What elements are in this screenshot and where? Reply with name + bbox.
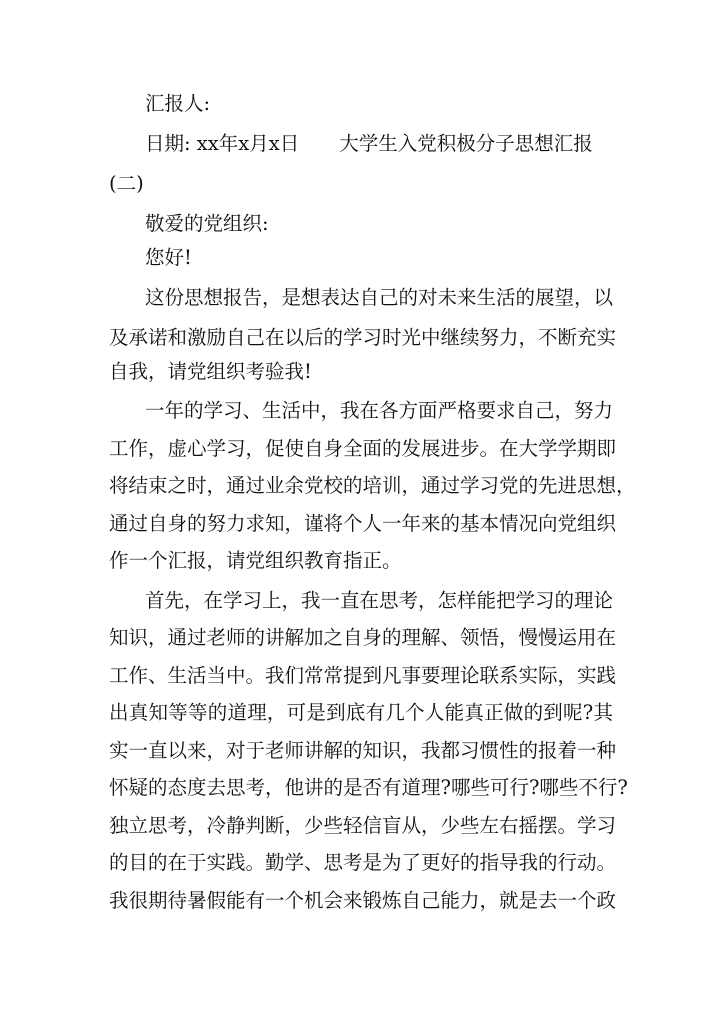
reporter-label: 汇报人: bbox=[145, 92, 211, 115]
salutation: 敬爱的党组织: bbox=[145, 212, 269, 235]
reporter-line bbox=[145, 92, 613, 116]
paragraph-line: 我很期待暑假能有一个机会来锻炼自己能力，就是去一个政 bbox=[109, 889, 617, 912]
paragraph-line: 怀疑的态度去思考，他讲的是否有道理?哪些可行?哪些不行? bbox=[109, 776, 628, 799]
paragraph-line: 工作、生活当中。我们常常提到凡事要理论联系实际，实践 bbox=[109, 664, 617, 687]
paragraph-line: 独立思考，冷静判断，少些轻信盲从，少些左右摇摆。学习 bbox=[109, 814, 617, 837]
paragraph-line: 的目的在于实践。勤学、思考是为了更好的指导我的行动。 bbox=[109, 851, 617, 874]
heading-continuation-line bbox=[109, 172, 613, 196]
report-heading: 大学生入党积极分子思想汇报 bbox=[339, 132, 593, 155]
paragraph-line: 一年的学习、生活中，我在各方面严格要求自己，努力 bbox=[145, 399, 614, 422]
paragraph-line: 将结束之时，通过业余党校的培训，通过学习党的先进思想， bbox=[109, 474, 636, 497]
salutation-line bbox=[145, 212, 613, 236]
paragraph-line: 及承诺和激励自己在以后的学习时光中继续努力，不断充实 bbox=[109, 326, 617, 349]
paragraph-line: 通过自身的努力求知，谨将个人一年来的基本情况向党组织 bbox=[109, 512, 617, 535]
paragraph-line: 作一个汇报，请党组织教育指正。 bbox=[109, 549, 402, 572]
paragraph-line: 实一直以来，对于老师讲解的知识，我都习惯性的报着一种 bbox=[109, 739, 617, 762]
paragraph-line: 首先，在学习上，我一直在思考，怎样能把学习的理论 bbox=[145, 589, 614, 612]
paragraph-line: 出真知等等的道理，可是到底有几个人能真正做的到呢?其 bbox=[109, 701, 613, 724]
paragraph-line: 工作，虚心学习，促使自身全面的发展进步。在大学学期即 bbox=[109, 437, 617, 460]
date-text: 日期: xx年x月x日 bbox=[145, 132, 300, 155]
report-heading-suffix: (二) bbox=[109, 172, 144, 195]
paragraph-line: 这份思想报告，是想表达自己的对未来生活的展望，以 bbox=[145, 286, 614, 309]
greeting-line bbox=[145, 246, 613, 270]
paragraph-line: 知识，通过老师的讲解加之自身的理解、领悟，慢慢运用在 bbox=[109, 626, 617, 649]
paragraph-line: 自我，请党组织考验我! bbox=[109, 360, 312, 383]
greeting: 您好! bbox=[145, 246, 192, 269]
date-heading-line bbox=[145, 132, 613, 156]
